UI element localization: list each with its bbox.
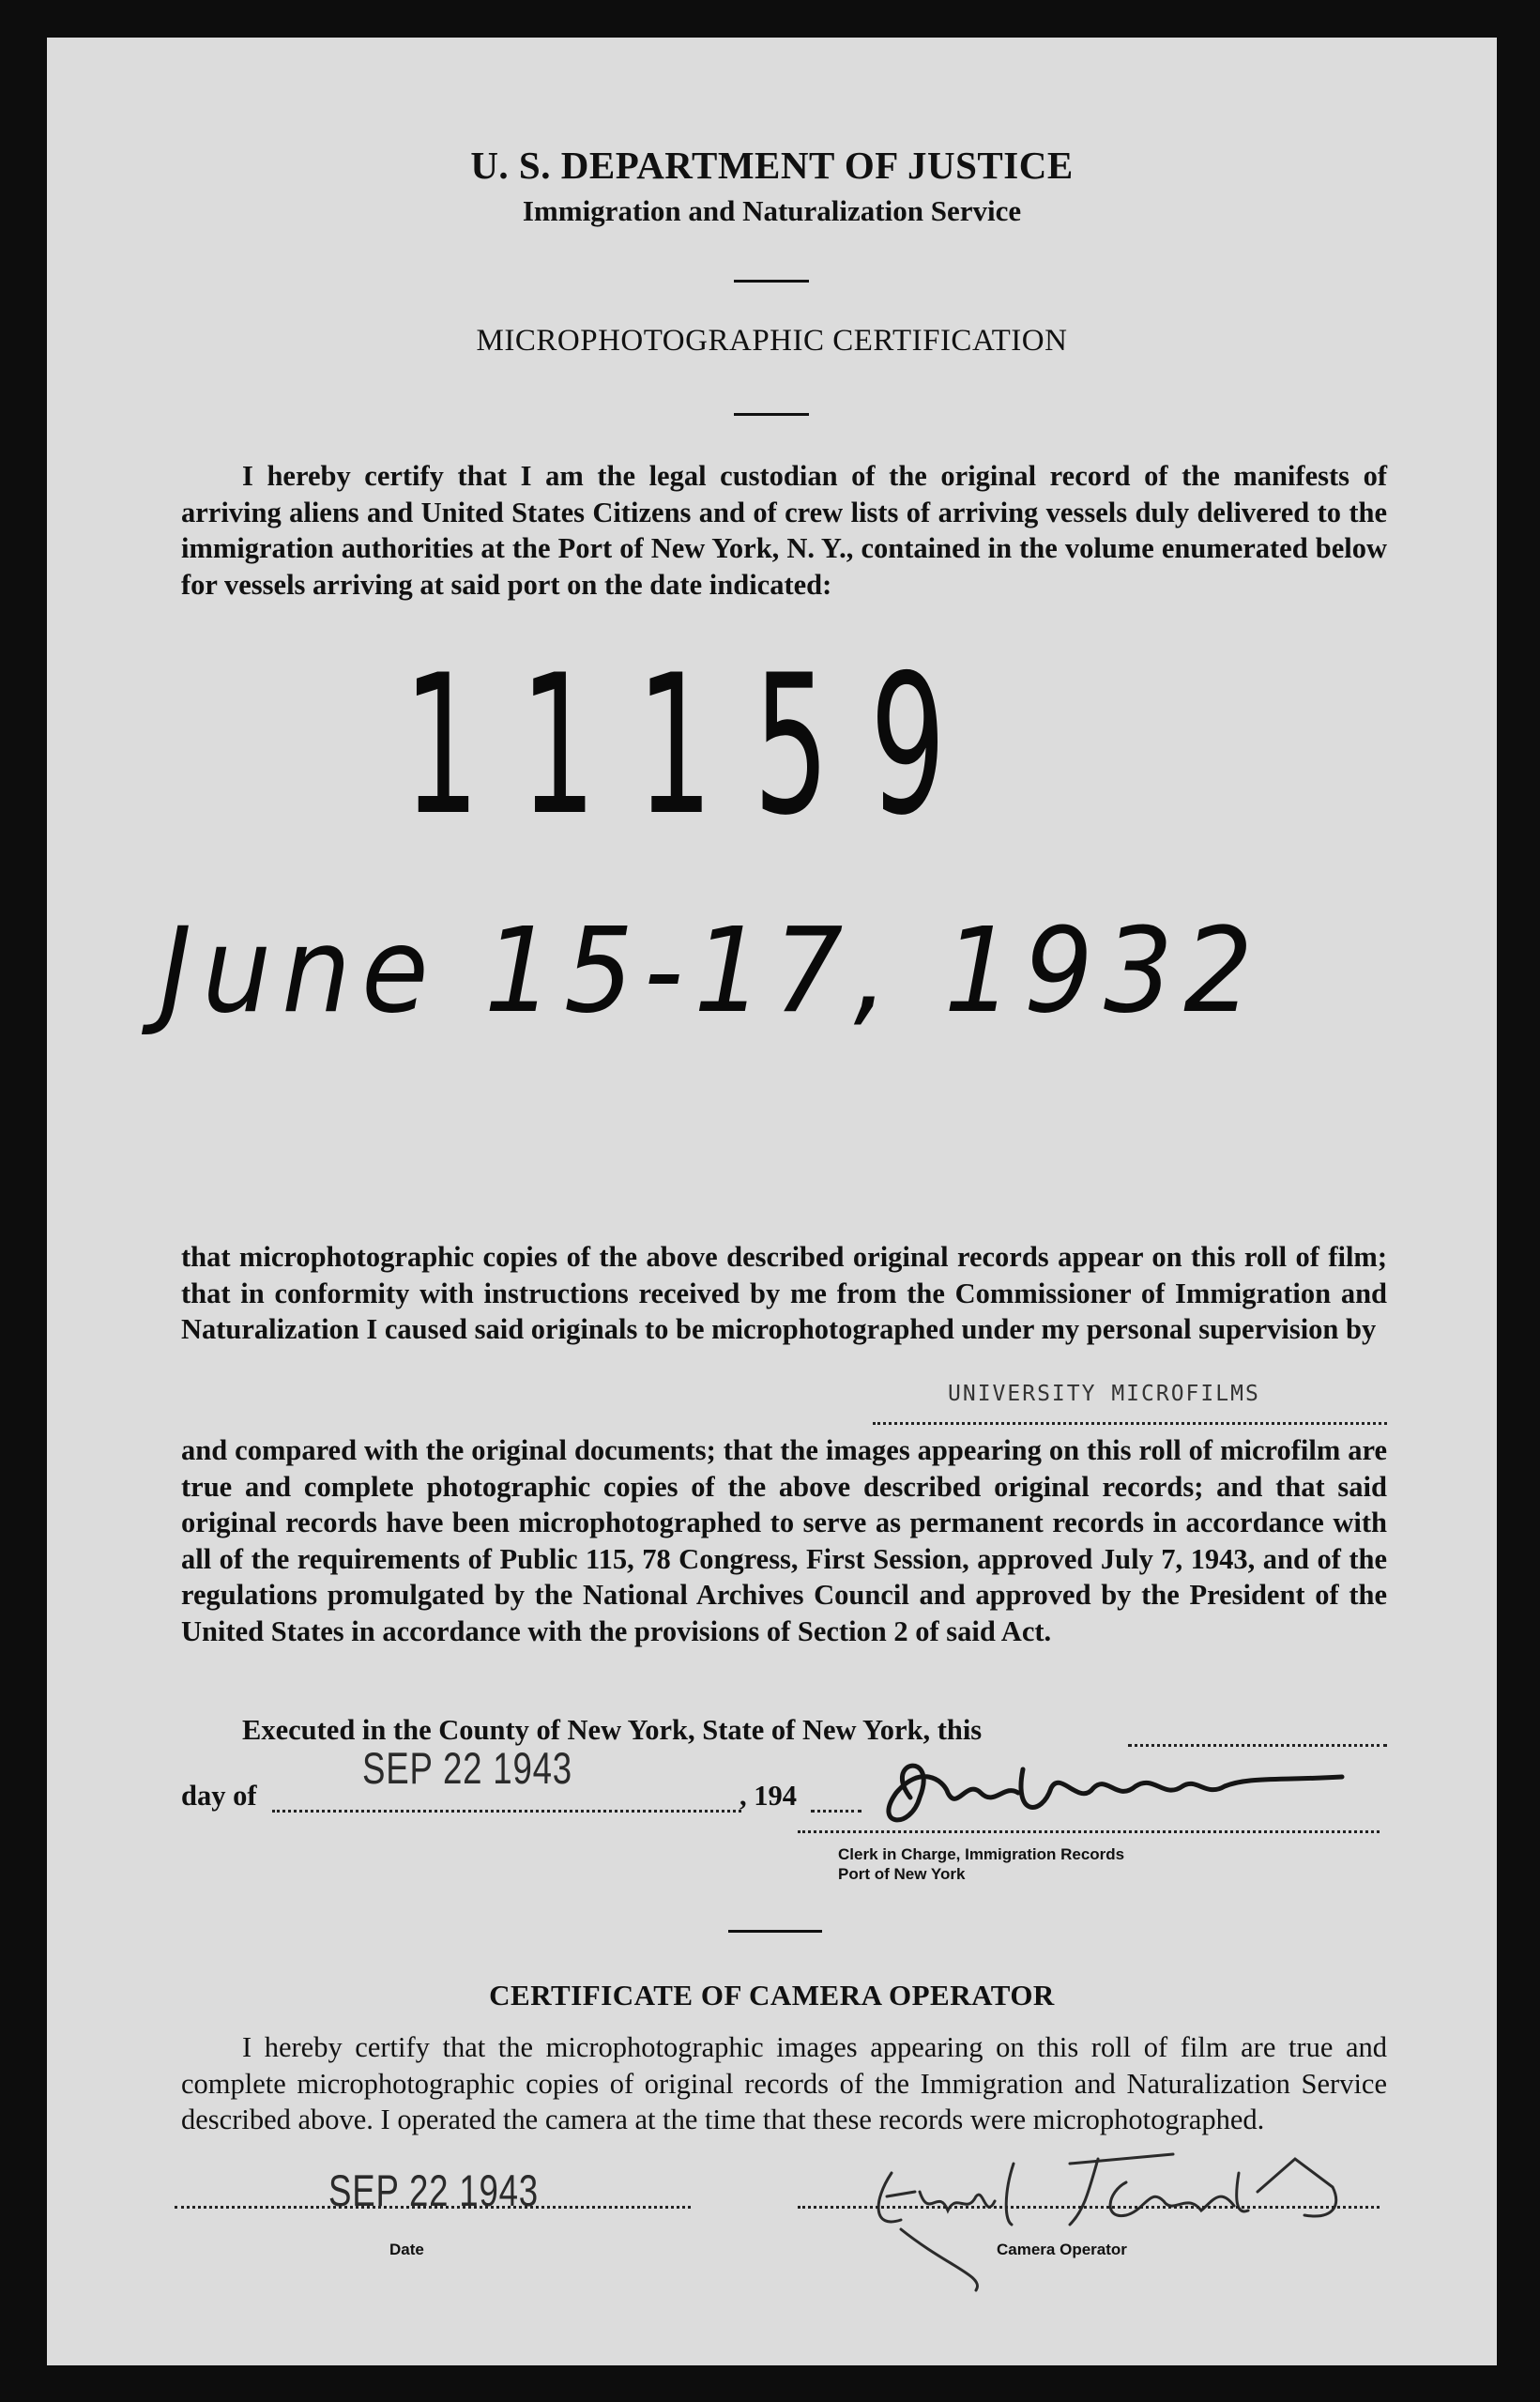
clerk-signature (854, 1741, 1398, 1854)
camera-certification-text: I hereby certify that the microphotographic images appearing on this roll of film are true and complete microphotographic copies of original records of the Immigration and Naturalization Service described above. I operated the camera at the time that these records were microphotographed. (181, 2031, 1387, 2135)
certification-title: MICROPHOTOGRAPHIC CERTIFICATION (476, 324, 1068, 358)
body-text-1: that microphotographic copies of the above described original records appear on this roll of film; that in conformity with instructions received by me from the Commissioner of Immigration and Naturalization I caused said originals to be microphotographed under my personal supervision by (181, 1241, 1387, 1345)
clerk-title (838, 1844, 1124, 1884)
camera-date-stamp: SEP 22 1943 (328, 2165, 539, 2215)
intro-paragraph: I hereby certify that I am the legal custodian of the original record of the manifests of arriving aliens and United States Citizens and of crew lists of arriving vessels duly delivered to the immigration authorities at the Port of New York, N. Y., contained in the volume enumerated below for vessels arriving at said port on the date indicated: (181, 460, 1387, 601)
camera-operator-label: Camera Operator (997, 2241, 1127, 2258)
day-of-label: day of (181, 1780, 257, 1812)
body-paragraph-part2: and compared with the original documents; that the images appearing on this roll of microfilm are true and complete photographic copies of the above described original records; and that said original records have been microphotographed to serve as permanent records in accordance with all of the requirements of Public 115, 78 Congress, First Session, approved July 7, 1943, and of the regulations promulgated by the National Archives Council and approved by the President of the United States in accordance with the provisions of Section 2 of said Act. (181, 1434, 1387, 1647)
photographer-stamp: UNIVERSITY MICROFILMS (948, 1382, 1260, 1406)
clerk-title-line2: Port of New York (838, 1865, 966, 1883)
handwritten-dates: June 15-17, 1932 (160, 903, 1264, 1039)
camera-section-title: CERTIFICATE OF CAMERA OPERATOR (489, 1979, 1055, 2012)
execution-date-stamp: SEP 22 1943 (362, 1743, 572, 1793)
executed-text: Executed in the County of New York, State of New York, this (242, 1714, 983, 1746)
divider-bottom (728, 1930, 822, 1933)
clerk-signature-line (798, 1821, 1380, 1833)
camera-operator-line (798, 2196, 1380, 2209)
date-signature-line (175, 2196, 691, 2209)
clerk-title-line1: Clerk in Charge, Immigration Records (838, 1845, 1125, 1863)
divider-second (734, 413, 809, 416)
certificate-page (47, 38, 1497, 2365)
service-subheading: Immigration and Naturalization Service (522, 194, 1022, 227)
body-paragraph-part1 (181, 1239, 1387, 1348)
camera-operator-signature (863, 2135, 1426, 2295)
department-heading: U. S. DEPARTMENT OF JUSTICE (470, 144, 1074, 187)
divider-top (734, 280, 809, 283)
handwritten-volume-number: 11159 (404, 635, 987, 858)
year-prefix: , 194 (740, 1780, 797, 1812)
date-label: Date (389, 2241, 424, 2258)
